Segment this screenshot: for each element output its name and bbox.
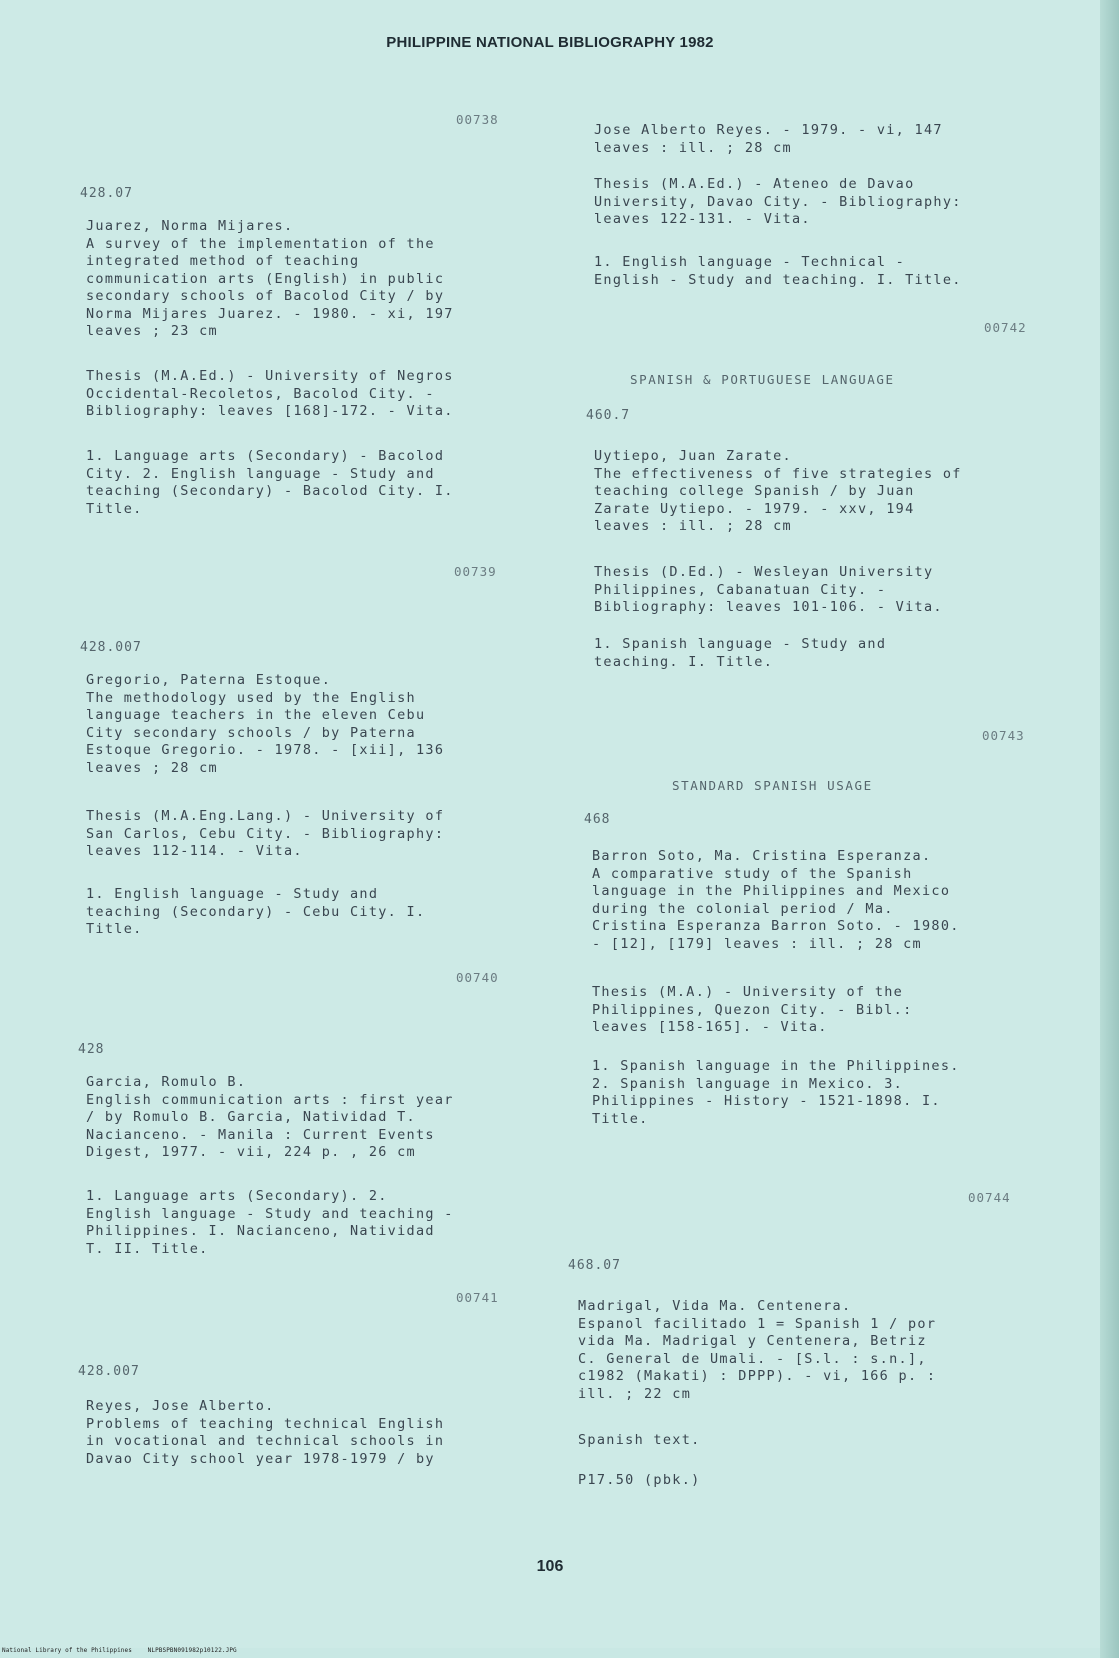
accession-number: 00738 [456, 112, 499, 127]
library-credit: National Library of the Philippines [2, 1647, 132, 1654]
entry-description: Madrigal, Vida Ma. Centenera. Espanol facilitado 1 = Spanish 1 / por vida Ma. Madrigal y Centenera, Betriz C. General de Umali. - [S.l. : s.n.], c1982 (Makati) : DPPP). - vi, 166 p. : ill. ; 22 cm [578, 1298, 937, 1402]
class-number: 428.007 [78, 1364, 140, 1379]
page-title: PHILIPPINE NATIONAL BIBLIOGRAPHY 1982 [386, 34, 714, 51]
subject-headings: 1. English language - Study and teaching (Secondary) - Cebu City. I. Title. [86, 886, 426, 937]
accession-number: 00743 [982, 728, 1025, 743]
accession-number: 00741 [456, 1290, 499, 1305]
accession-number: 00739 [454, 564, 497, 579]
accession-number: 00740 [456, 970, 499, 985]
subject-headings: 1. Spanish language - Study and teaching. I. Title. [594, 636, 887, 670]
entry-description: Uytiepo, Juan Zarate. The effectiveness of five strategies of teaching college Spanish / by Juan Zarate Uytiepo. - 1979. - xxv, 194 leaves : ill. ; 28 cm [594, 448, 962, 534]
subject-headings: 1. Language arts (Secondary). 2. English language - Study and teaching - Philippines. I. Nacianceno, Natividad T. II. Title. [86, 1188, 454, 1257]
accession-number: 00744 [968, 1190, 1011, 1205]
thesis-note: Thesis (M.A.Ed.) - University of Negros Occidental-Recoletos, Bacolod City. - Bibliography: leaves [168]-172. - Vita. [86, 368, 454, 419]
thesis-note: Thesis (M.A.) - University of the Philippines, Quezon City. - Bibl.: leaves [158-165]. - Vita. [592, 984, 913, 1035]
class-number: 428 [78, 1042, 105, 1057]
page-number: 106 [536, 1558, 564, 1575]
thesis-note: Thesis (D.Ed.) - Wesleyan University Philippines, Cabanatuan City. - Bibliography: leaves 101-106. - Vita. [594, 564, 943, 615]
subject-headings: 1. Spanish language in the Philippines. 2. Spanish language in Mexico. 3. Philippines - History - 1521-1898. I. Title. [592, 1058, 960, 1127]
thesis-note: Thesis (M.A.Ed.) - Ateneo de Davao University, Davao City. - Bibliography: leaves 122-131. - Vita. [594, 176, 962, 227]
entry-description: Garcia, Romulo B. English communication arts : first year / by Romulo B. Garcia, Natividad T. Nacianceno. - Manila : Current Events Digest, 1977. - vii, 224 p. , 26 cm [86, 1074, 454, 1160]
class-number: 428.07 [80, 186, 133, 201]
accession-number: 00742 [984, 320, 1027, 335]
entry-description: Barron Soto, Ma. Cristina Esperanza. A comparative study of the Spanish language in the Philippines and Mexico during the colonial period / Ma. Cristina Esperanza Barron Soto. - 1980. - [12], [179] leaves : ill. ; 28 cm [592, 848, 960, 952]
subject-headings: 1. Language arts (Secondary) - Bacolod City. 2. English language - Study and teaching (Secondary) - Bacolod City. I. Title. [86, 448, 454, 517]
section-heading: STANDARD SPANISH USAGE [672, 778, 873, 793]
price-note: P17.50 (pbk.) [578, 1472, 701, 1488]
entry-description: Reyes, Jose Alberto. Problems of teaching technical English in vocational and technical schools in Davao City school year 1978-1979 / by [86, 1398, 445, 1467]
class-number: 468.07 [568, 1258, 621, 1273]
class-number: 460.7 [586, 408, 631, 423]
thesis-note: Thesis (M.A.Eng.Lang.) - University of San Carlos, Cebu City. - Bibliography: leaves 112-114. - Vita. [86, 808, 445, 859]
entry-description: Juarez, Norma Mijares. A survey of the implementation of the integrated method of teaching communication arts (English) in public secondary schools of Bacolod City / by Norma Mijares Juarez. - 1980. - xi, 197 leaves ; 23 cm [86, 218, 454, 339]
class-number: 428.007 [80, 640, 142, 655]
scan-edge [1100, 0, 1119, 1658]
entry-description: Gregorio, Paterna Estoque. The methodology used by the English language teachers in the eleven Cebu City secondary schools / by Paterna Estoque Gregorio. - 1978. - [xii], 136 leaves ; 28 cm [86, 672, 445, 776]
file-name: NLPBSPBN091982p10122.JPG [147, 1647, 237, 1654]
scan-footer [2, 1647, 249, 1654]
section-heading: SPANISH & PORTUGUESE LANGUAGE [630, 372, 895, 387]
class-number: 468 [584, 812, 611, 827]
subject-headings: 1. English language - Technical - English - Study and teaching. I. Title. [594, 254, 962, 288]
entry-description-continued: Jose Alberto Reyes. - 1979. - vi, 147 leaves : ill. ; 28 cm [594, 122, 943, 156]
language-note: Spanish text. [578, 1432, 701, 1448]
